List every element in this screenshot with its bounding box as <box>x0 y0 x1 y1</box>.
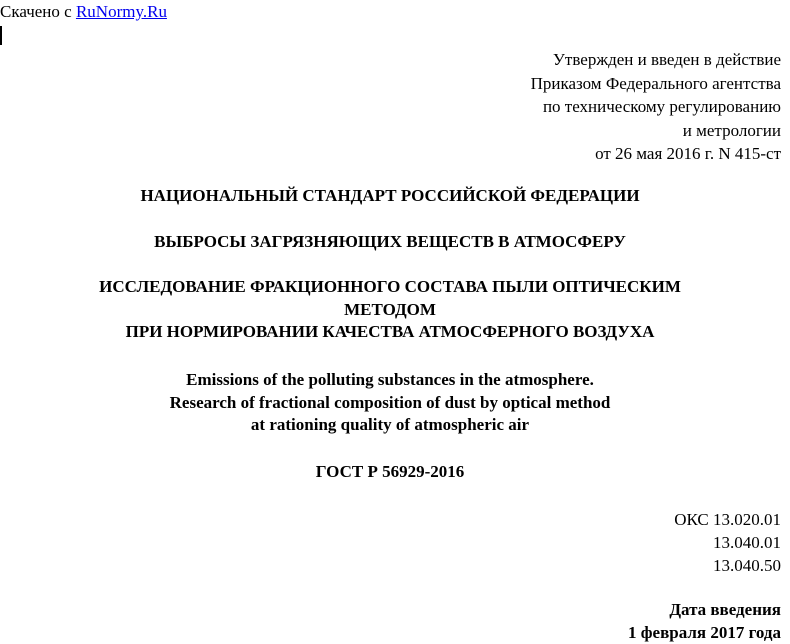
introduction-date: 1 февраля 2017 года <box>628 623 781 642</box>
approval-block <box>381 48 781 166</box>
approval-line: Утвержден и введен в действие <box>552 50 781 69</box>
subtitle-heading <box>0 276 780 344</box>
source-prefix: Скачено с <box>0 2 76 21</box>
gost-designation-text: ГОСТ Р 56929-2016 <box>315 462 465 481</box>
subtitle-line: ИССЛЕДОВАНИЕ ФРАКЦИОННОГО СОСТАВА ПЫЛИ ОПТИЧЕСКИМ <box>99 277 681 296</box>
source-link[interactable]: RuNormy.Ru <box>75 2 167 21</box>
standard-type-text: НАЦИОНАЛЬНЫЙ СТАНДАРТ РОССИЙСКОЙ ФЕДЕРАЦИИ <box>140 186 640 205</box>
approval-line: Приказом Федерального агентства <box>530 73 781 93</box>
english-title-line: at rationing quality of atmospheric air <box>250 415 530 434</box>
gost-designation <box>0 460 780 483</box>
classification-block <box>481 508 781 577</box>
text-cursor <box>0 26 2 45</box>
source-line <box>0 2 167 22</box>
approval-line: от 26 мая 2016 г. N 415-ст <box>595 144 781 163</box>
introduction-label: Дата введения <box>669 600 781 619</box>
main-title-text: ВЫБРОСЫ ЗАГРЯЗНЯЮЩИХ ВЕЩЕСТВ В АТМОСФЕРУ <box>154 232 626 251</box>
approval-line: по техническому регулированию <box>542 97 781 116</box>
english-title <box>0 369 780 437</box>
english-title-line: Research of fractional composition of dust by optical method <box>169 392 611 412</box>
classification-line: ОКС 13.020.01 <box>674 510 781 529</box>
standard-type-heading <box>0 184 780 207</box>
english-title-line: Emissions of the polluting substances in the atmosphere. <box>186 370 594 389</box>
approval-line: и метрологии <box>682 120 781 140</box>
introduction-date-block <box>481 598 781 644</box>
subtitle-line: ПРИ НОРМИРОВАНИИ КАЧЕСТВА АТМОСФЕРНОГО ВОЗДУХА <box>125 322 655 341</box>
classification-line: 13.040.01 <box>713 533 781 552</box>
subtitle-line: МЕТОДОМ <box>344 299 436 319</box>
classification-line: 13.040.50 <box>713 556 781 575</box>
main-title-heading <box>0 230 780 253</box>
